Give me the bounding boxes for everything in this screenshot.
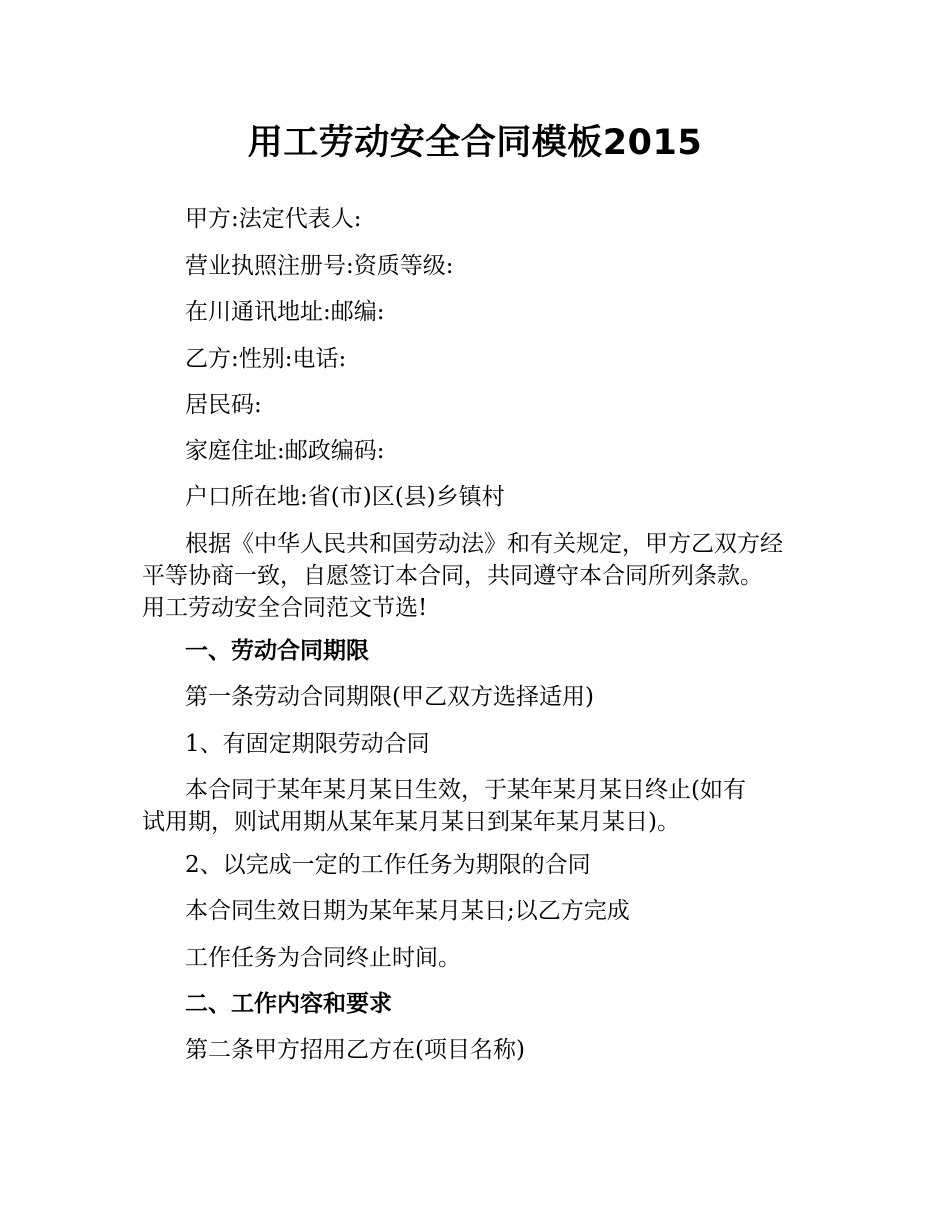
- party-a-line: 甲方:法定代表人:: [185, 206, 362, 232]
- intro-paragraph: [142, 528, 822, 624]
- resident-id-line: 居民码:: [185, 392, 262, 418]
- item-1-line: 1、有固定期限劳动合同: [185, 731, 430, 757]
- intro-paragraph-line: 用工劳动安全合同范文节选!: [142, 595, 428, 621]
- intro-paragraph-line: 根据《中华人民共和国劳动法》和有关规定，甲方乙双方经: [185, 531, 783, 557]
- item-2-text-line: 本合同生效日期为某年某月某日;以乙方完成: [185, 898, 630, 924]
- item-2-text-line: 工作任务为合同终止时间。: [185, 945, 461, 971]
- address-line: 在川通讯地址:邮编:: [185, 299, 385, 325]
- item-1-paragraph-line: 试用期，则试用期从某年某月某日到某年某月某日)。: [142, 809, 680, 835]
- document-title: 用工劳动安全合同模板2015: [247, 123, 703, 163]
- party-b-line: 乙方:性别:电话:: [185, 346, 347, 372]
- article-2-line: 第二条甲方招用乙方在(项目名称): [185, 1037, 525, 1063]
- section-heading-1: 一、劳动合同期限: [185, 638, 369, 664]
- item-2-line: 2、以完成一定的工作任务为期限的合同: [185, 852, 591, 878]
- item-1-paragraph-line: 本合同于某年某月某日生效，于某年某月某日终止(如有: [185, 777, 746, 803]
- hukou-line: 户口所在地:省(市)区(县)乡镇村: [185, 484, 505, 510]
- intro-paragraph-line: 平等协商一致，自愿签订本合同，共同遵守本合同所列条款。: [142, 563, 763, 589]
- home-address-line: 家庭住址:邮政编码:: [185, 438, 385, 464]
- article-1-line: 第一条劳动合同期限(甲乙双方选择适用): [185, 684, 594, 710]
- section-heading-2: 二、工作内容和要求: [185, 991, 392, 1017]
- license-line: 营业执照注册号:资质等级:: [185, 253, 454, 279]
- item-1-paragraph: [142, 774, 822, 838]
